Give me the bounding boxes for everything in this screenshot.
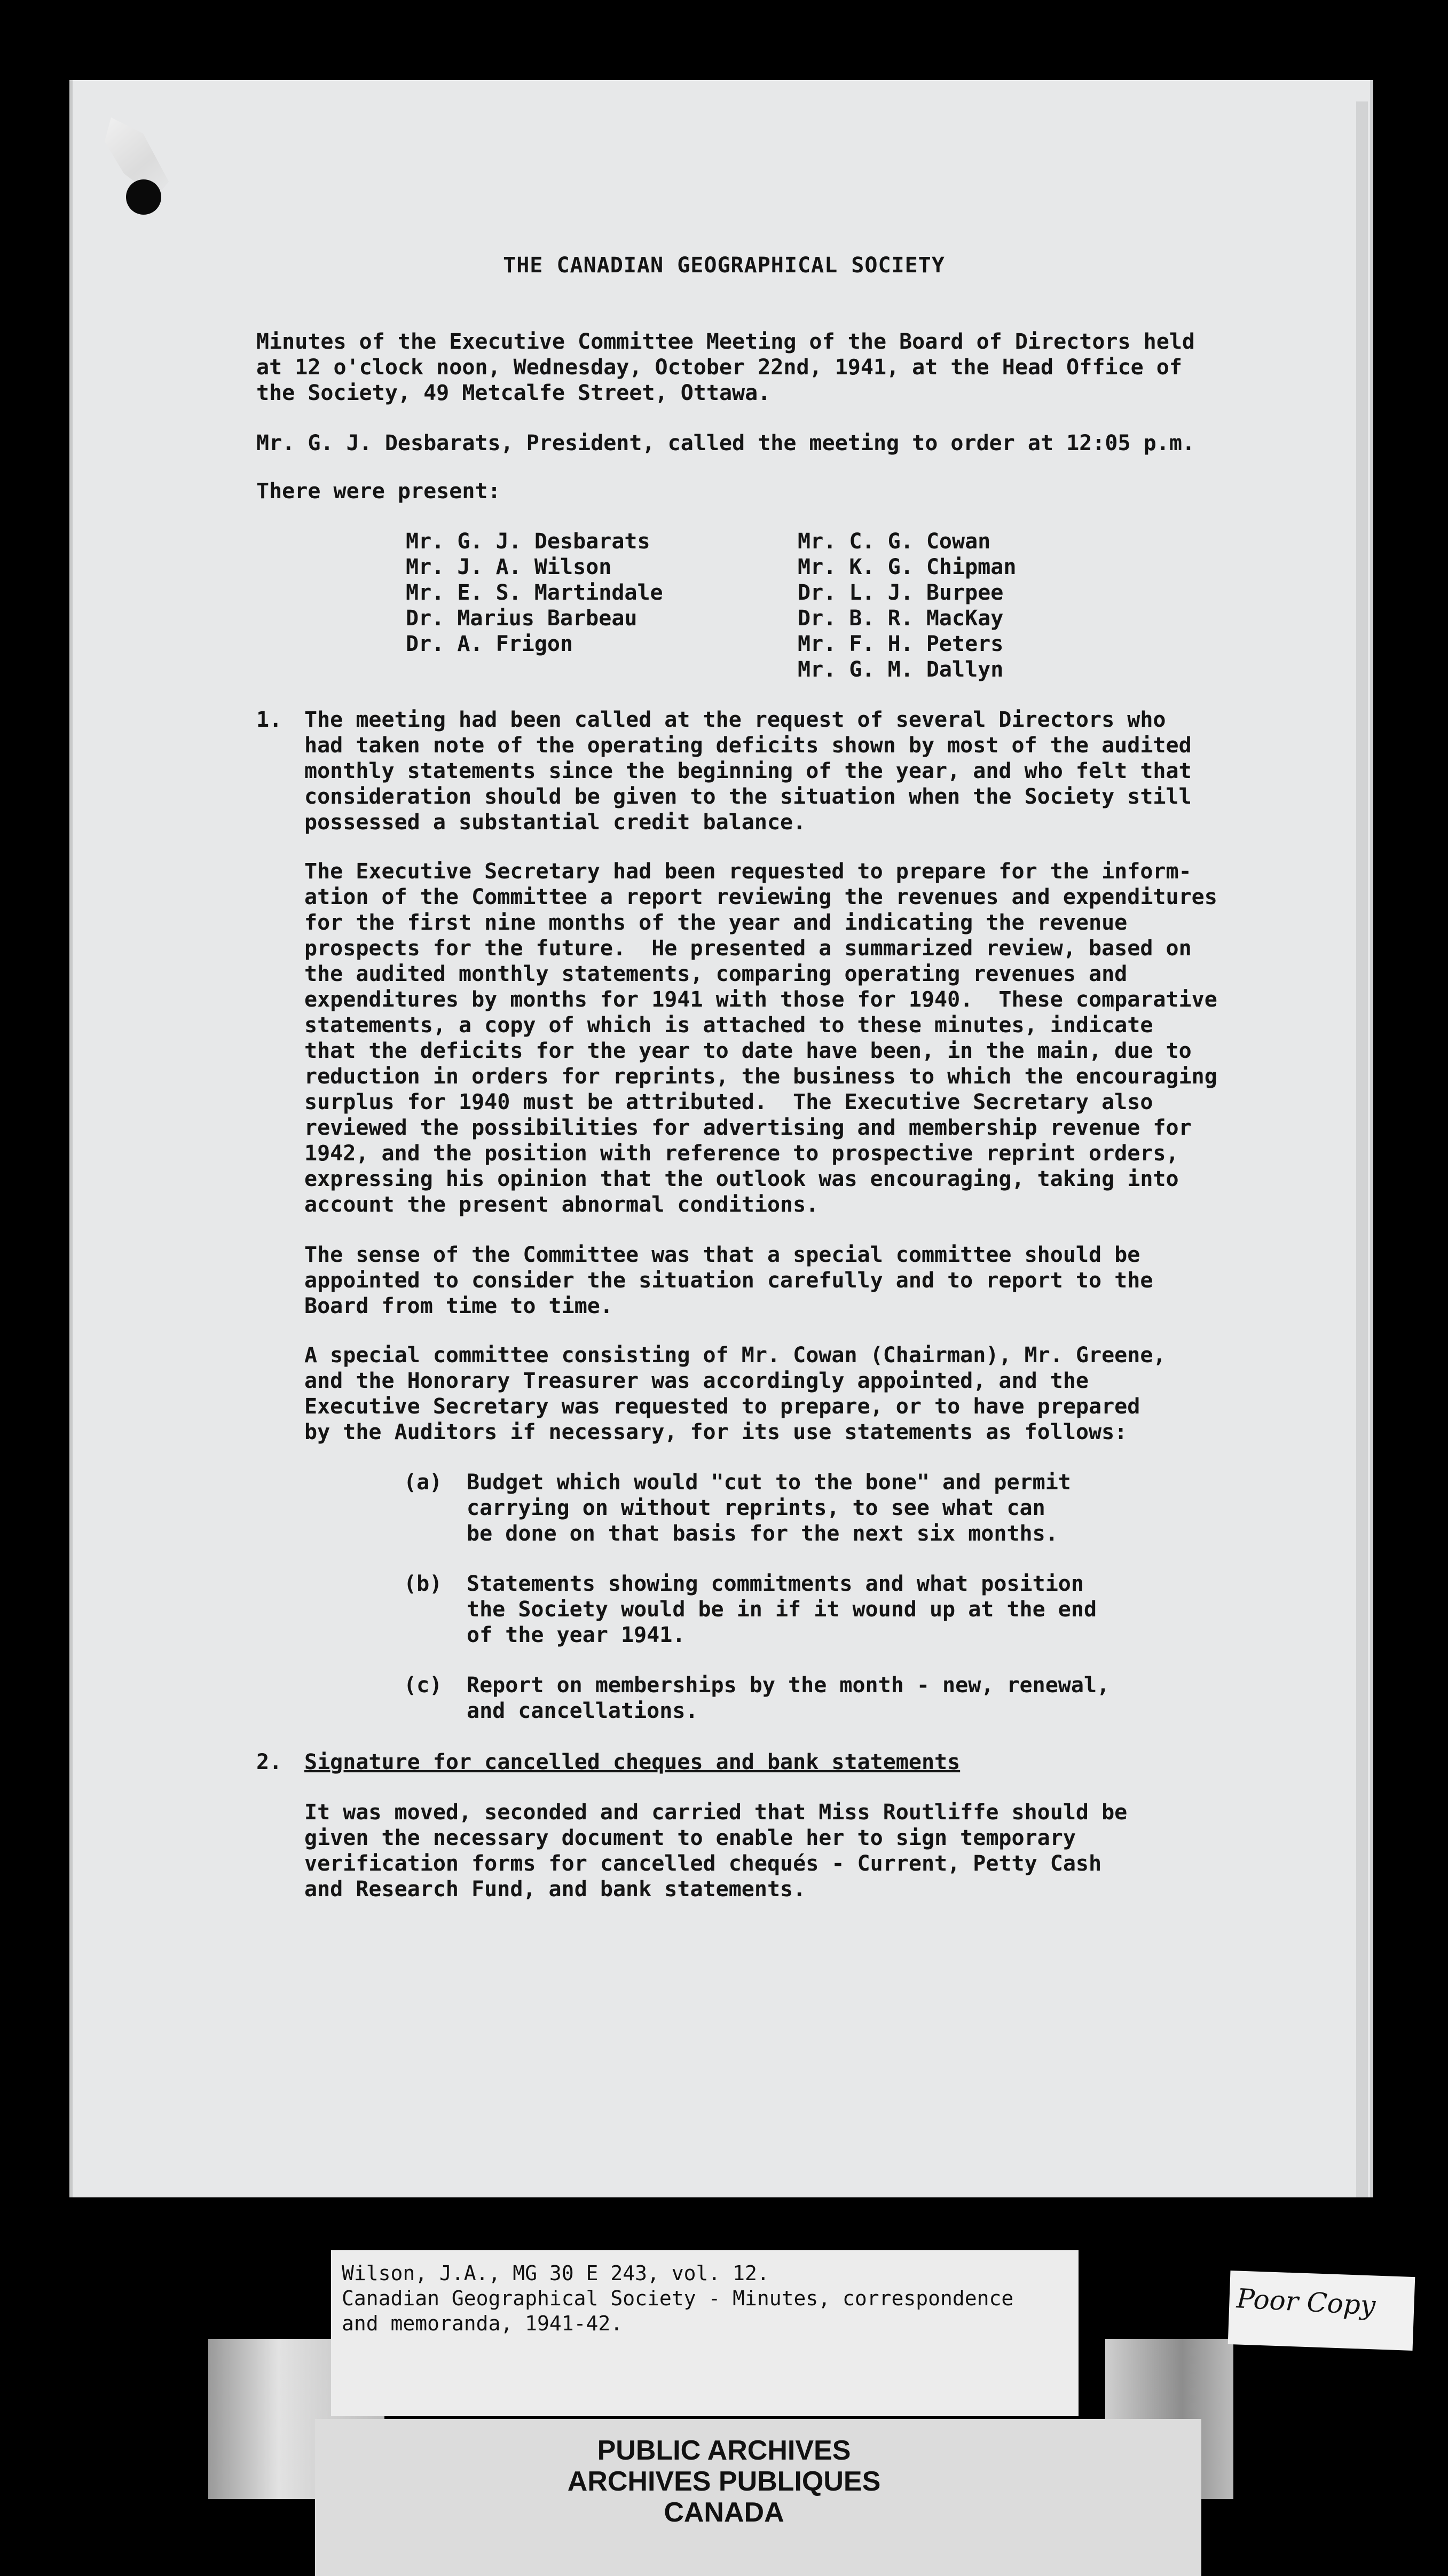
catalog-text (342, 2261, 1013, 2336)
item-number: 2. (256, 1750, 282, 1774)
poor-copy-note: Poor Copy (1235, 2283, 1376, 2321)
item2-line: verification forms for cancelled chequés - Current, Petty Cash (304, 1851, 1102, 1876)
document-title: THE CANADIAN GEOGRAPHICAL SOCIETY (503, 253, 945, 278)
item1-line: The meeting had been called at the request of several Directors who (304, 708, 1166, 732)
sub-item-line: Budget which would "cut to the bone" and permit (467, 1470, 1071, 1495)
para4-line: and the Honorary Treasurer was accordingly appointed, and the (304, 1369, 1089, 1393)
item1-line: consideration should be given to the situation when the Society still (304, 784, 1192, 809)
member-name: Dr. A. Frigon (406, 632, 573, 656)
archives-stamp-line: ARCHIVES PUBLIQUES (567, 2466, 881, 2497)
sub-item-line: Report on memberships by the month - new, renewal, (467, 1673, 1110, 1698)
intro-line: at 12 o'clock noon, Wednesday, October 22nd, 1941, at the Head Office of (256, 355, 1182, 380)
member-name: Dr. B. R. MacKay (798, 606, 1004, 631)
sub-item-label: (c) (404, 1673, 443, 1698)
catalog-line: Wilson, J.A., MG 30 E 243, vol. 12. (342, 2261, 769, 2285)
page-edge (1356, 101, 1368, 2197)
sub-item-line: be done on that basis for the next six months. (467, 1521, 1058, 1546)
call-to-order: Mr. G. J. Desbarats, President, called the meeting to order at 12:05 p.m. (256, 431, 1195, 455)
member-name: Mr. G. J. Desbarats (406, 529, 650, 554)
item2-line: It was moved, seconded and carried that Miss Routliffe should be (304, 1800, 1128, 1825)
archives-stamp-line: PUBLIC ARCHIVES (597, 2435, 851, 2466)
para2-line: reduction in orders for reprints, the business to which the encouraging (304, 1064, 1217, 1089)
intro-line: the Society, 49 Metcalfe Street, Ottawa. (256, 381, 771, 405)
member-name: Mr. C. G. Cowan (798, 529, 991, 554)
item1-line: monthly statements since the beginning of the year, and who felt that (304, 759, 1192, 783)
intro-line: Minutes of the Executive Committee Meeting of the Board of Directors held (256, 329, 1195, 354)
present-label: There were present: (256, 479, 501, 504)
para2-line: that the deficits for the year to date have been, in the main, due to (304, 1039, 1192, 1063)
sub-item-line: and cancellations. (467, 1699, 698, 1723)
para2-line: prospects for the future. He presented a summarized review, based on (304, 936, 1192, 961)
sub-item-label: (b) (404, 1572, 443, 1596)
member-name: Mr. F. H. Peters (798, 632, 1004, 656)
para3-line: The sense of the Committee was that a special committee should be (304, 1243, 1140, 1267)
item1-line: had taken note of the operating deficits shown by most of the audited (304, 733, 1192, 758)
sub-item-line: of the year 1941. (467, 1623, 686, 1647)
member-name: Mr. J. A. Wilson (406, 555, 612, 579)
sub-item-line: Statements showing commitments and what position (467, 1572, 1084, 1596)
item1-line: possessed a substantial credit balance. (304, 810, 806, 835)
para2-line: statements, a copy of which is attached to these minutes, indicate (304, 1013, 1153, 1038)
sub-item-line: carrying on without reprints, to see what can (467, 1496, 1045, 1520)
member-name: Dr. Marius Barbeau (406, 606, 638, 631)
para2-line: ation of the Committee a report reviewing the revenues and expenditures (304, 885, 1217, 909)
para2-line: account the present abnormal conditions. (304, 1192, 819, 1217)
item-number: 1. (256, 708, 282, 732)
punch-hole (126, 179, 161, 215)
para3-line: appointed to consider the situation carefully and to report to the (304, 1268, 1153, 1293)
item2-heading: Signature for cancelled cheques and bank statements (304, 1750, 961, 1774)
member-name: Mr. G. M. Dallyn (798, 657, 1004, 682)
para2-line: expressing his opinion that the outlook was encouraging, taking into (304, 1167, 1179, 1191)
catalog-line: and memoranda, 1941-42. (342, 2312, 623, 2335)
sub-item-line: the Society would be in if it wound up at the end (467, 1597, 1097, 1622)
member-name: Dr. L. J. Burpee (798, 580, 1004, 605)
para2-line: for the first nine months of the year and indicating the revenue (304, 910, 1128, 935)
para3-line: Board from time to time. (304, 1294, 613, 1318)
para2-line: expenditures by months for 1941 with those for 1940. These comparative (304, 987, 1217, 1012)
member-name: Mr. E. S. Martindale (406, 580, 663, 605)
para4-line: by the Auditors if necessary, for its use statements as follows: (304, 1420, 1128, 1444)
para2-line: 1942, and the position with reference to prospective reprint orders, (304, 1141, 1179, 1166)
para2-line: reviewed the possibilities for advertising and membership revenue for (304, 1116, 1192, 1140)
para4-line: A special committee consisting of Mr. Cowan (Chairman), Mr. Greene, (304, 1343, 1166, 1368)
archives-stamp-line: CANADA (664, 2497, 784, 2528)
member-name: Mr. K. G. Chipman (798, 555, 1017, 579)
para2-line: the audited monthly statements, comparing operating revenues and (304, 962, 1128, 986)
item2-line: and Research Fund, and bank statements. (304, 1877, 806, 1902)
item2-line: given the necessary document to enable her to sign temporary (304, 1826, 1076, 1850)
para2-line: surplus for 1940 must be attributed. The Executive Secretary also (304, 1090, 1153, 1114)
para4-line: Executive Secretary was requested to prepare, or to have prepared (304, 1394, 1140, 1419)
para2-line: The Executive Secretary had been requested to prepare for the inform- (304, 859, 1192, 884)
sub-item-label: (a) (404, 1470, 443, 1495)
catalog-line: Canadian Geographical Society - Minutes, correspondence (342, 2287, 1014, 2310)
